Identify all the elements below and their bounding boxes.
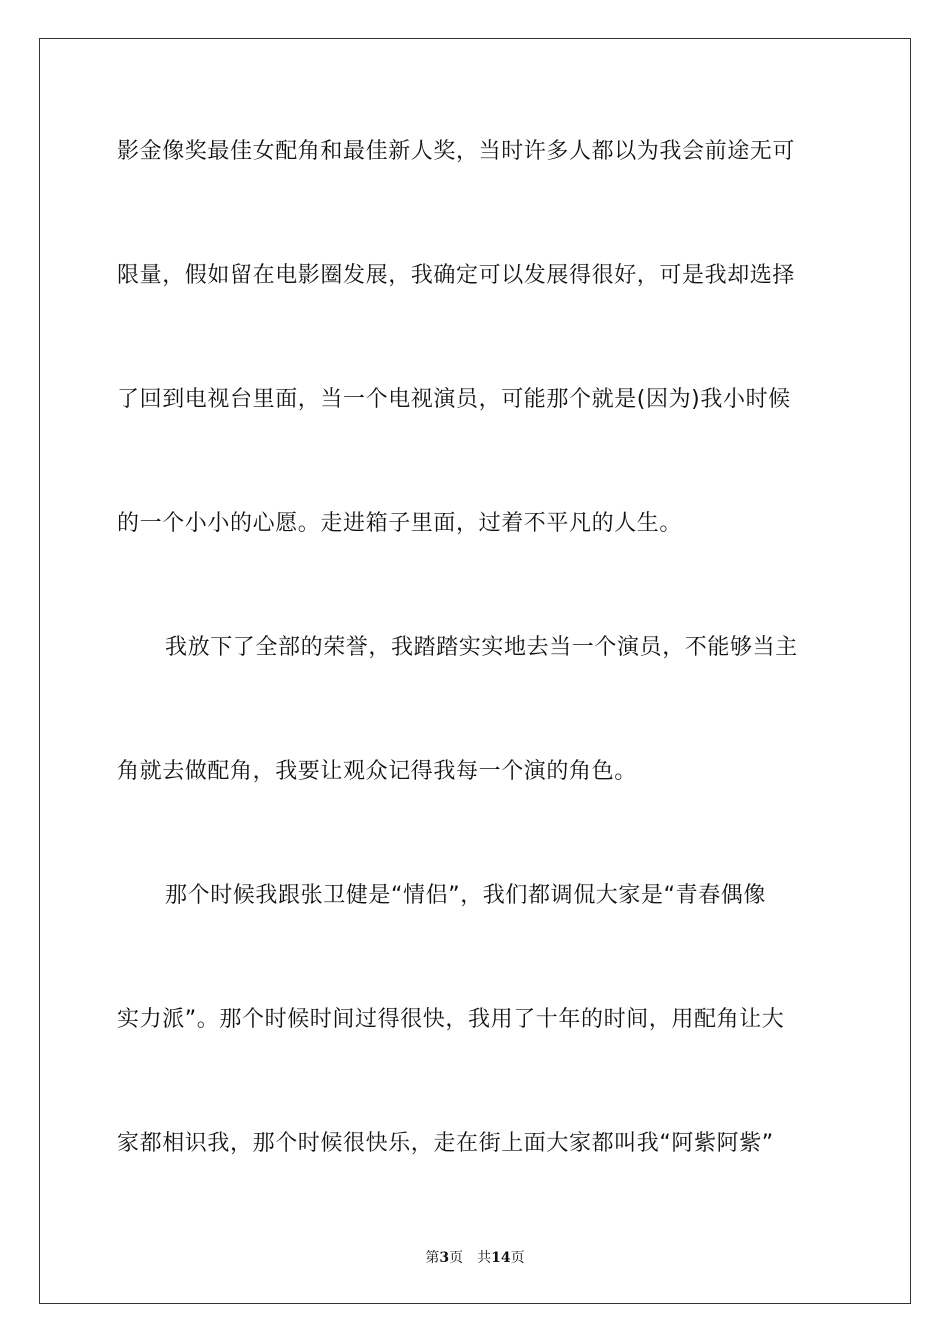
text-line: 影金像奖最佳女配角和最佳新人奖，当时许多人都以为我会前途无可	[117, 139, 796, 164]
page-footer	[0, 1248, 950, 1268]
text-line: 我放下了全部的荣誉，我踏踏实实地去当一个演员，不能够当主	[165, 635, 798, 660]
total-suffix: 页	[510, 1250, 525, 1266]
page-number: 3	[439, 1250, 450, 1266]
page-frame	[39, 38, 911, 1304]
page-suffix: 页	[449, 1250, 464, 1266]
total-pages: 14	[491, 1250, 511, 1266]
text-line: 角就去做配角，我要让观众记得我每一个演的角色。	[117, 759, 637, 784]
text-line: 实力派”。那个时候时间过得很快，我用了十年的时间，用配角让大	[117, 1007, 785, 1032]
text-line: 了回到电视台里面，当一个电视演员，可能那个就是(因为)我小时候	[117, 387, 791, 412]
text-line: 的一个小小的心愿。走进箱子里面，过着不平凡的人生。	[117, 511, 683, 536]
total-prefix: 共	[477, 1250, 492, 1266]
text-line: 那个时候我跟张卫健是“情侣”，我们都调侃大家是“青春偶像	[165, 883, 766, 908]
text-line: 限量，假如留在电影圈发展，我确定可以发展得很好，可是我却选择	[117, 263, 796, 288]
text-line: 家都相识我，那个时候很快乐，走在街上面大家都叫我“阿紫阿紫”	[117, 1131, 774, 1156]
page-prefix: 第	[425, 1250, 440, 1266]
